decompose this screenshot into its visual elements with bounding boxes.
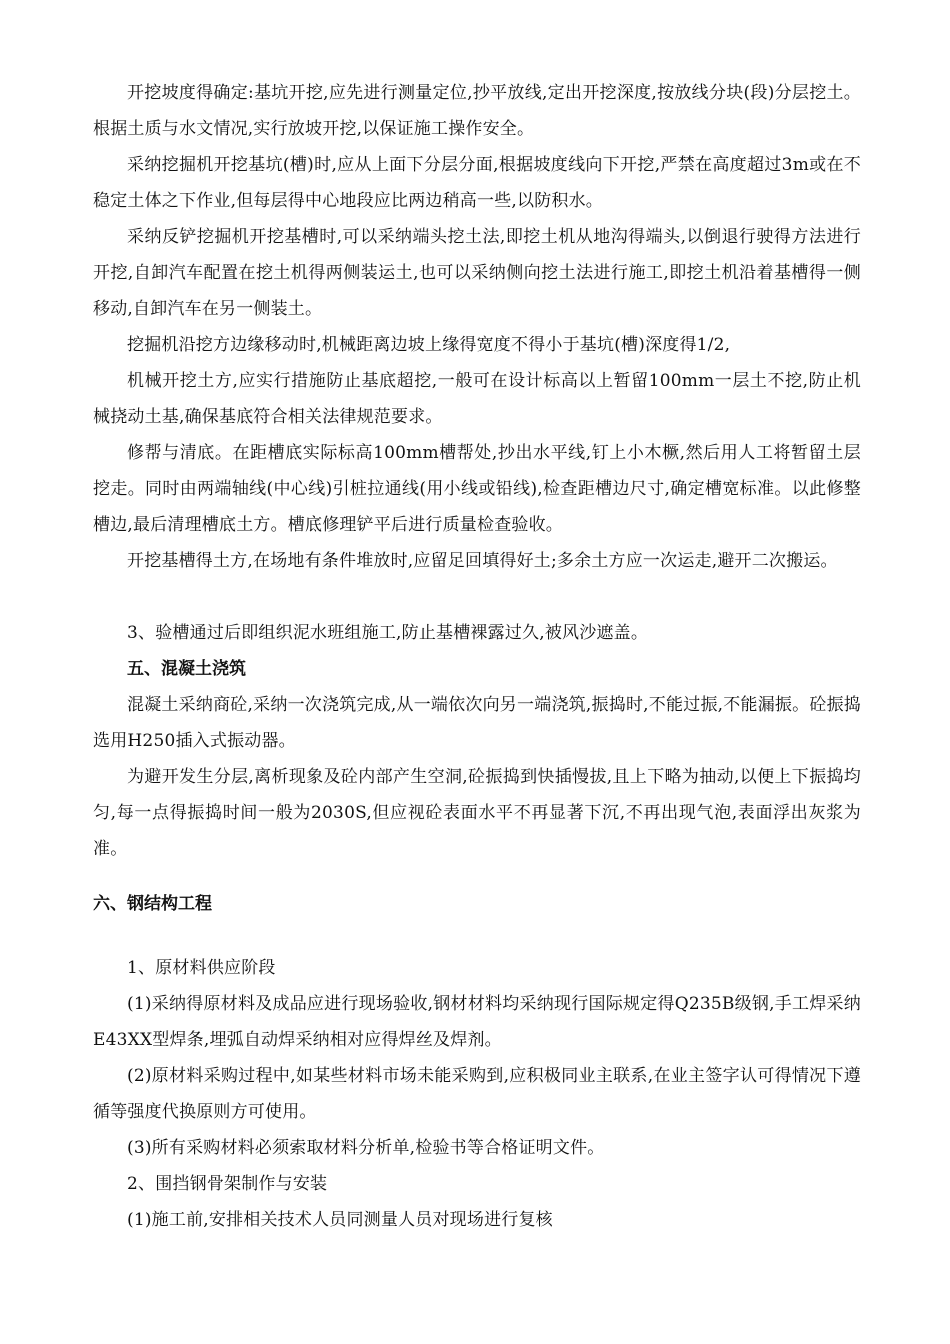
heading-concrete-pouring: 五、混凝土浇筑 <box>127 659 246 679</box>
paragraph-inspection: 3、验槽通过后即组织泥水班组施工,防止基槽裸露过久,被风沙遮盖。 <box>127 623 649 643</box>
paragraph-concrete-method: 混凝土采纳商砼,采纳一次浇筑完成,从一端依次向另一端浇筑,振捣时,不能过振,不能漏振。砼振捣选用H250插入式振动器。 <box>93 695 861 751</box>
paragraph-vibration: 为避开发生分层,离析现象及砼内部产生空洞,砼振捣到快插慢拔,且上下略为抽动,以便上下振捣均匀,每一点得振捣时间一般为2030S,但应视砼表面水平不再显著下沉,不再出现气泡,表面浮出灰浆为准。 <box>93 767 861 859</box>
paragraph-trim-clean: 修帮与清底。在距槽底实际标高100mm槽帮处,抄出水平线,钉上小木橛,然后用人工将暂留土层挖走。同时由两端轴线(中心线)引桩拉通线(用小线或铅线),检查距槽边尺寸,确定槽宽标准。以此修整槽边,最后清理槽底土方。槽底修理铲平后进行质量检查验收。 <box>93 443 861 535</box>
paragraph-spoil-handling: 开挖基槽得土方,在场地有条件堆放时,应留足回填得好土;多余土方应一次运走,避开二次搬运。 <box>127 551 838 571</box>
paragraph-pre-construction-check: (1)施工前,安排相关技术人员同测量人员对现场进行复核 <box>127 1210 553 1230</box>
paragraph-overexcavation: 机械开挖土方,应实行措施防止基底超挖,一般可在设计标高以上暂留100mm一层土不挖,防止机械挠动土基,确保基底符合相关法律规范要求。 <box>93 371 861 427</box>
paragraph-material-stage: 1、原材料供应阶段 <box>127 958 276 978</box>
paragraph-edge-distance: 挖掘机沿挖方边缘移动时,机械距离边坡上缘得宽度不得小于基坑(槽)深度得1/2, <box>127 335 731 355</box>
paragraph-excavator-layers: 采纳挖掘机开挖基坑(槽)时,应从上面下分层分面,根据坡度线向下开挖,严禁在高度超过3m或在不稳定土体之下作业,但每层得中心地段应比两边稍高一些,以防积水。 <box>93 155 861 211</box>
paragraph-backhoe-method: 采纳反铲挖掘机开挖基槽时,可以采纳端头挖土法,即挖土机从地沟得端头,以倒退行驶得方法进行开挖,自卸汽车配置在挖土机得两侧装运土,也可以采纳侧向挖土法进行施工,即挖土机沿着基槽得一侧移动,自卸汽车在另一侧装土。 <box>93 227 861 319</box>
paragraph-frame-fabrication: 2、围挡钢骨架制作与安装 <box>127 1174 328 1194</box>
paragraph-certificates: (3)所有采购材料必须索取材料分析单,检验书等合格证明文件。 <box>127 1138 605 1158</box>
paragraph-material-acceptance: (1)采纳得原材料及成品应进行现场验收,钢材材料均采纳现行国际规定得Q235B级钢,手工焊采纳E43XX型焊条,埋弧自动焊采纳相对应得焊丝及焊剂。 <box>93 994 861 1050</box>
heading-steel-structure: 六、钢结构工程 <box>93 894 212 914</box>
paragraph-excavation-slope: 开挖坡度得确定:基坑开挖,应先进行测量定位,抄平放线,定出开挖深度,按放线分块(段)分层挖土。根据土质与水文情况,实行放坡开挖,以保证施工操作安全。 <box>93 83 861 139</box>
paragraph-material-substitution: (2)原材料采购过程中,如某些材料市场未能采购到,应积极同业主联系,在业主签字认可得情况下遵循等强度代换原则方可使用。 <box>93 1066 861 1122</box>
